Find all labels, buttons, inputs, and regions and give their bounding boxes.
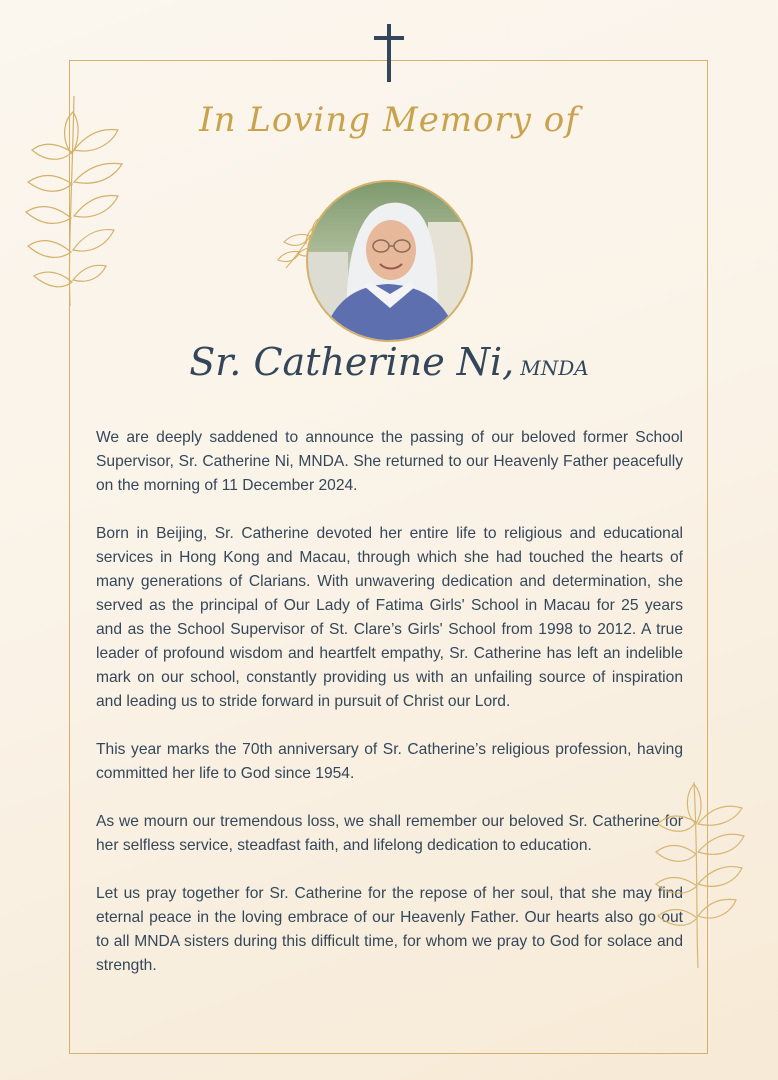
memorial-heading: In Loving Memory of — [199, 100, 579, 140]
portrait-photo — [306, 180, 473, 342]
honoree-name-main: Sr. Catherine Ni, — [189, 340, 515, 384]
memorial-text — [96, 426, 683, 1002]
paragraph-anniversary: This year marks the 70th anniversary of Sr. Catherine’s religious profession, having committed her life to God since 1954. — [96, 741, 683, 782]
honoree-name-suffix: MNDA — [520, 356, 589, 380]
latin-cross-icon — [371, 24, 407, 82]
paragraph-remembrance: As we mourn our tremendous loss, we shall remember our beloved Sr. Catherine for her selfless service, steadfast faith, and lifelong dedication to education. — [96, 813, 683, 854]
paragraph-biography: Born in Beijing, Sr. Catherine devoted her entire life to religious and educational services in Hong Kong and Macau, through which she had touched the hearts of many generations of Clarians. With unwavering dedication and determination, she served as the principal of Our Lady of Fatima Girls' School in Macau for 25 years and as the School Supervisor of St. Clare’s Girls' School from 1998 to 2012. A true leader of profound wisdom and heartfelt empathy, Sr. Catherine has left an indelible mark on our school, constantly providing us with an unfailing source of inspiration and leading us to stride forward in pursuit of Christ our Lord. — [96, 525, 683, 710]
paragraph-prayer: Let us pray together for Sr. Catherine for the repose of her soul, that she may find eternal peace in the loving embrace of our Heavenly Father. Our hearts also go out to all MNDA sisters during this difficult time, for whom we pray to God for solace and strength. — [96, 885, 683, 974]
paragraph-announcement: We are deeply saddened to announce the passing of our beloved former School Supervisor, Sr. Catherine Ni, MNDA. She returned to our Heavenly Father peacefully on the morning of 11 December 2024. — [96, 429, 683, 494]
honoree-name — [0, 340, 778, 384]
